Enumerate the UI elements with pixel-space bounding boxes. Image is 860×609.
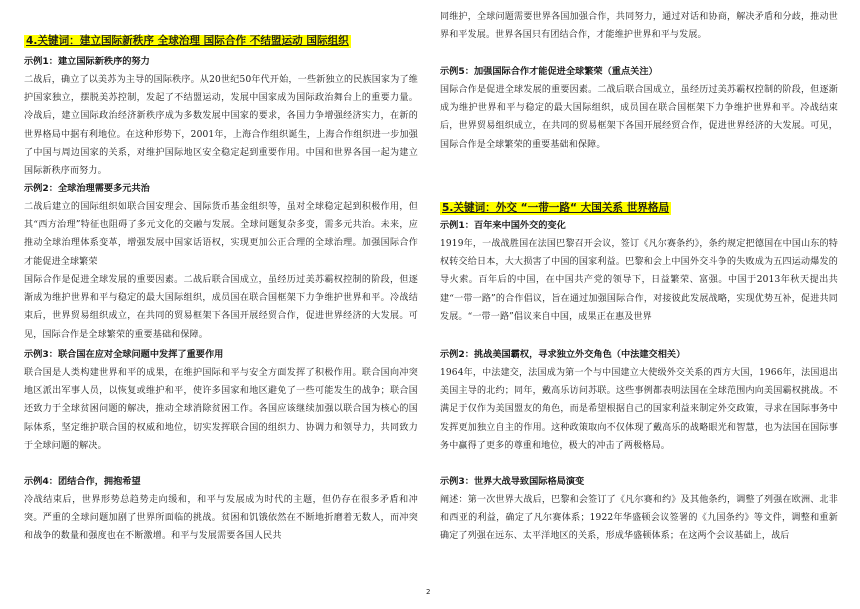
continued-paragraph: 同维护，全球问题需要世界各国加强合作，共同努力，通过对话和协商，解决矛盾和分歧，推动世界和平发展。世界各国只有团结合作，才能维护世界和平与发展。 <box>440 12 838 41</box>
example-paragraph: 二战后，确立了以美苏为主导的国际秩序。从20世纪50年代开始，一些新独立的民族国家为了维护国家独立，摆脱美苏控制，发起了不结盟运动，发展中国家成为国际政治舞台上的重要力量。冷战后，建立国际政治经济新秩序成为多数发展中国家的要求，各国力争增强经济实力，在新的世界格局中据有利地位。在这种形势下，2001年，上海合作组织诞生，上海合作组织进一步加强了中国与周边国家的关系，对维护国际地区安全稳定起到重要作用。中国和世界各国一起为建立国际新秩序而努力。 <box>24 75 418 177</box>
example-paragraph: 国际合作是促进全球发展的重要因素。二战后联合国成立，虽经历过美苏霸权控制的阶段，但逐渐成为维护世界和平与稳定的最大国际组织，成员国在联合国框架下力争维护世界和平。冷战结束后，世界贸易组织成立，在共同的贸易框架下各国开展经贸合作，促进世界经济的大发展。可见，国际合作是全球繁荣的重要基础和保障。 <box>440 85 838 150</box>
example-title: 示例2：全球治理需要多元共治 <box>24 183 150 194</box>
example-title: 示例1：建立国际新秩序的努力 <box>24 56 150 67</box>
page-number: 2 <box>426 588 431 596</box>
example-paragraph: 1919年，一战战胜国在法国巴黎召开会议，签订《凡尔赛条约》，条约规定把德国在中国山东的特权转交给日本，大大损害了中国的国家利益。巴黎和会上中国外交斗争的失败成为五四运动爆发的导火索。百年后的中国，在中国共产党的领导下，日益繁荣、富强。中国于2013年秋天提出共建“一带一路”的合作倡议，旨在通过加强国际合作，对接彼此发展战略，实现优势互补，促进共同发展。“一带一路”倡议来自中国，成果正在惠及世界 <box>440 239 838 322</box>
example-title: 示例5：加强国际合作才能促进全球繁荣（重点关注） <box>440 66 658 77</box>
section-heading-5: 5.关键词：外交 “一带一路“ 大国关系 世界格局 <box>442 202 670 214</box>
example-title: 示例3：联合国在应对全球问题中发挥了重要作用 <box>24 349 224 360</box>
example-paragraph: 阐述：第一次世界大战后，巴黎和会签订了《凡尔赛和约》及其他条约，调整了列强在欧洲、北非和西亚的利益，确定了凡尔赛体系；1922年华盛顿会议签署的《九国条约》等文件，调整和重新确定了列强在远东、太平洋地区的关系，形成华盛顿体系；在这两个会议基础上，战后 <box>440 495 838 542</box>
example-paragraph: 联合国是人类构建世界和平的成果，在维护国际和平与安全方面发挥了积极作用。联合国向冲突地区派出军事人员，以恢复或维护和平，使许多国家和地区避免了一些可能发生的战争；联合国还致力于全球贫困问题的解决，推动全球消除贫困工作。各国应该继续加强以联合国为核心的国际体系，坚定维护联合国的权威和地位，切实发挥联合国的组织力、协调力和领导力，共同致力于全球问题的解决。 <box>24 368 418 451</box>
section-heading-4: 4.关键词：建立国际新秩序 全球治理 国际合作 不结盟运动 国际组织 <box>26 35 349 47</box>
example-title: 示例3：世界大战导致国际格局演变 <box>440 476 585 487</box>
example-paragraph: 1964年，中法建交，法国成为第一个与中国建立大使级外交关系的西方大国，1966年，法国退出美国主导的北约；同年，戴高乐访问苏联。这些事例都表明法国在全球范围内向美国霸权挑战。不满足于仅作为美国盟友的角色，而是希望根据自己的国家利益来制定外交政策，寻求在国际事务中发挥更加独立自主的作用。这种政策取向不仅体现了戴高乐的战略眼光和智慧，也为法国在国际事务中赢得了更多的尊重和地位，极大的冲击了两极格局。 <box>440 368 838 451</box>
example-title: 示例4：团结合作，拥抱希望 <box>24 476 141 487</box>
example-paragraph: 国际合作是促进全球发展的重要因素。二战后联合国成立，虽经历过美苏霸权控制的阶段，但逐渐成为维护世界和平与稳定的最大国际组织，成员国在联合国框架下力争维护世界和平。冷战结束后，世界贸易组织成立，在共同的贸易框架下各国开展经贸合作，促进世界经济的大发展。可见，国际合作是全球繁荣的重要基础和保障。 <box>24 275 418 340</box>
example-paragraph: 冷战结束后，世界形势总趋势走向缓和，和平与发展成为时代的主题，但仍存在很多矛盾和冲突。严重的全球问题加剧了世界所面临的挑战。贫困和饥饿依然在不断地折磨着无数人，而冲突和战争的数量和强度也在不断激增。和平与发展需要各国人民共 <box>24 495 418 542</box>
example-title: 示例2：挑战美国霸权，寻求独立外交角色（中法建交相关） <box>440 349 686 360</box>
example-paragraph: 二战后建立的国际组织如联合国安理会、国际货币基金组织等，虽对全球稳定起到积极作用，但其“西方治理”特征也阻碍了多元文化的交融与发展。全球问题复杂多变，需多元共治。未来，应推动全球治理体系变革，增强发展中国家话语权，实现更加公正合理的全球治理。加强国际合作才能促进全球繁荣 <box>24 202 418 267</box>
example-title: 示例1：百年来中国外交的变化 <box>440 220 566 231</box>
